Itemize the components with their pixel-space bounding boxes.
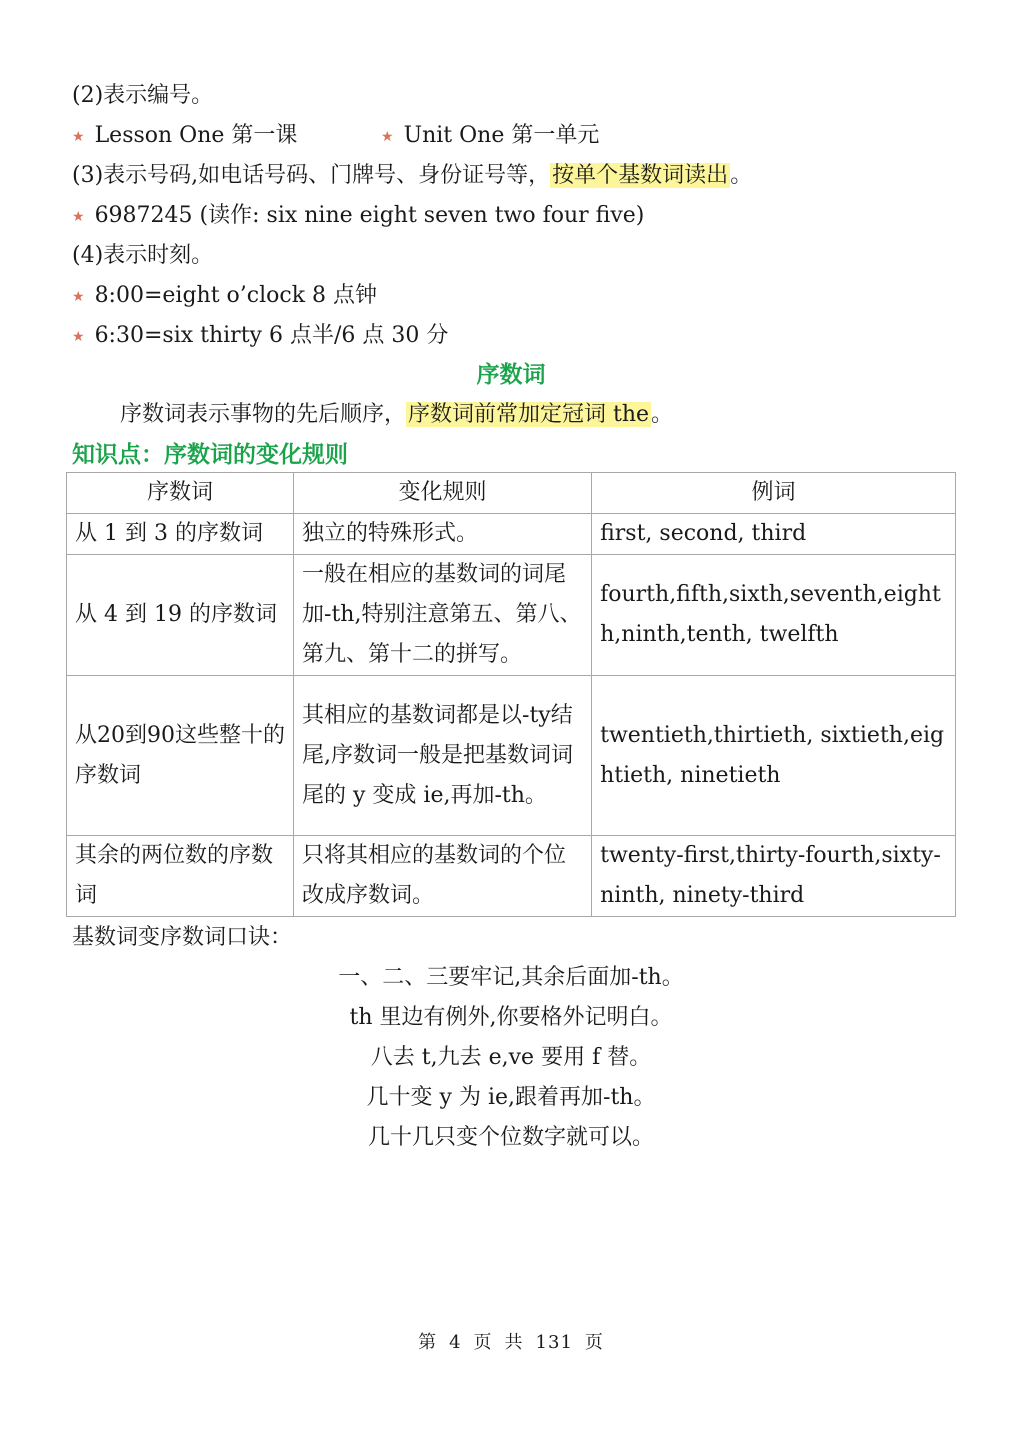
table-cell: twentieth,thirtieth, sixtieth,eightieth, ninetieth — [592, 676, 956, 836]
line-text: 。 — [730, 163, 753, 188]
table-cell: 从 4 到 19 的序数词 — [67, 555, 294, 676]
table-cell: 其余的两位数的序数词 — [67, 836, 294, 917]
intro-text: 。 — [651, 402, 674, 427]
table-header-cell: 例词 — [592, 473, 956, 514]
star-icon: ★ — [72, 209, 85, 225]
table-cell: twenty-first,thirty-fourth,sixty-ninth, ninety-third — [592, 836, 956, 917]
table-cell: 独立的特殊形式。 — [294, 514, 592, 555]
rhyme-title: 基数词变序数词口诀： — [72, 925, 293, 950]
knowledge-title: 知识点：序数词的变化规则 — [72, 442, 348, 468]
table-row — [67, 836, 956, 917]
rhyme-line: 八去 t,九去 e,ve 要用 f 替。 — [370, 1045, 652, 1070]
section-title: 序数词 — [476, 362, 546, 388]
table-cell: 从 1 到 3 的序数词 — [67, 514, 294, 555]
table-cell: 只将其相应的基数词的个位改成序数词。 — [294, 836, 592, 917]
intro-text: 序数词表示事物的先后顺序， — [120, 402, 407, 427]
example-text: 6987245 (读作: six nine eight seven two four five) — [94, 203, 645, 228]
rhyme-line: 几十变 y 为 ie,跟着再加-th。 — [366, 1085, 656, 1110]
footer-text: 页 — [473, 1332, 493, 1353]
table-cell: fourth,fifth,sixth,seventh,eighth,ninth,tenth, twelfth — [592, 555, 956, 676]
example-line-lesson — [72, 116, 297, 156]
line-time: (4)表示时刻。 — [72, 243, 214, 268]
table-row — [67, 514, 956, 555]
rhyme-line: 几十几只变个位数字就可以。 — [367, 1125, 654, 1150]
example-text: Unit One 第一单元 — [403, 123, 600, 148]
star-icon: ★ — [381, 129, 394, 145]
table-header-cell: 变化规则 — [294, 473, 592, 514]
example-line-time-2 — [72, 316, 448, 356]
current-page-number: 4 — [449, 1332, 462, 1353]
example-line-unit — [381, 116, 599, 156]
page-number-footer — [0, 1328, 1022, 1358]
line-phone-numbers — [72, 156, 752, 196]
rhyme-line: th 里边有例外,你要格外记明白。 — [349, 1005, 673, 1030]
table-header-row — [67, 473, 956, 514]
star-icon: ★ — [72, 129, 85, 145]
example-text: Lesson One 第一课 — [94, 123, 298, 148]
intro-paragraph — [120, 395, 673, 435]
line-numbering: (2)表示编号。 — [72, 83, 214, 108]
star-icon: ★ — [72, 289, 85, 305]
table-cell: 从20到90这些整十的序数词 — [67, 676, 294, 836]
footer-text: 第 — [418, 1332, 438, 1353]
footer-text: 共 — [504, 1332, 524, 1353]
example-line-phone — [72, 196, 644, 236]
line-text: (3)表示号码,如电话号码、门牌号、身份证号等， — [72, 163, 551, 188]
table-cell: first, second, third — [592, 514, 956, 555]
table-cell: 其相应的基数词都是以-ty结尾,序数词一般是把基数词词尾的 y 变成 ie,再加-th。 — [294, 676, 592, 836]
footer-text: 页 — [584, 1332, 604, 1353]
total-page-count: 131 — [535, 1332, 573, 1353]
table-row — [67, 555, 956, 676]
star-icon: ★ — [72, 329, 85, 345]
rhyme-line: 一、二、三要牢记,其余后面加-th。 — [338, 965, 684, 990]
table-row — [67, 676, 956, 836]
example-line-time-1 — [72, 276, 377, 316]
example-text: 6:30=six thirty 6 点半/6 点 30 分 — [94, 323, 449, 348]
highlight-text: 按单个基数词读出 — [552, 163, 729, 188]
table-cell: 一般在相应的基数词的词尾加-th,特别注意第五、第八、第九、第十二的拼写。 — [294, 555, 592, 676]
table-header-cell: 序数词 — [67, 473, 294, 514]
example-text: 8:00=eight o’clock 8 点钟 — [94, 283, 378, 308]
ordinal-rules-table — [66, 472, 956, 917]
highlight-text: 序数词前常加定冠词 the — [408, 402, 650, 427]
